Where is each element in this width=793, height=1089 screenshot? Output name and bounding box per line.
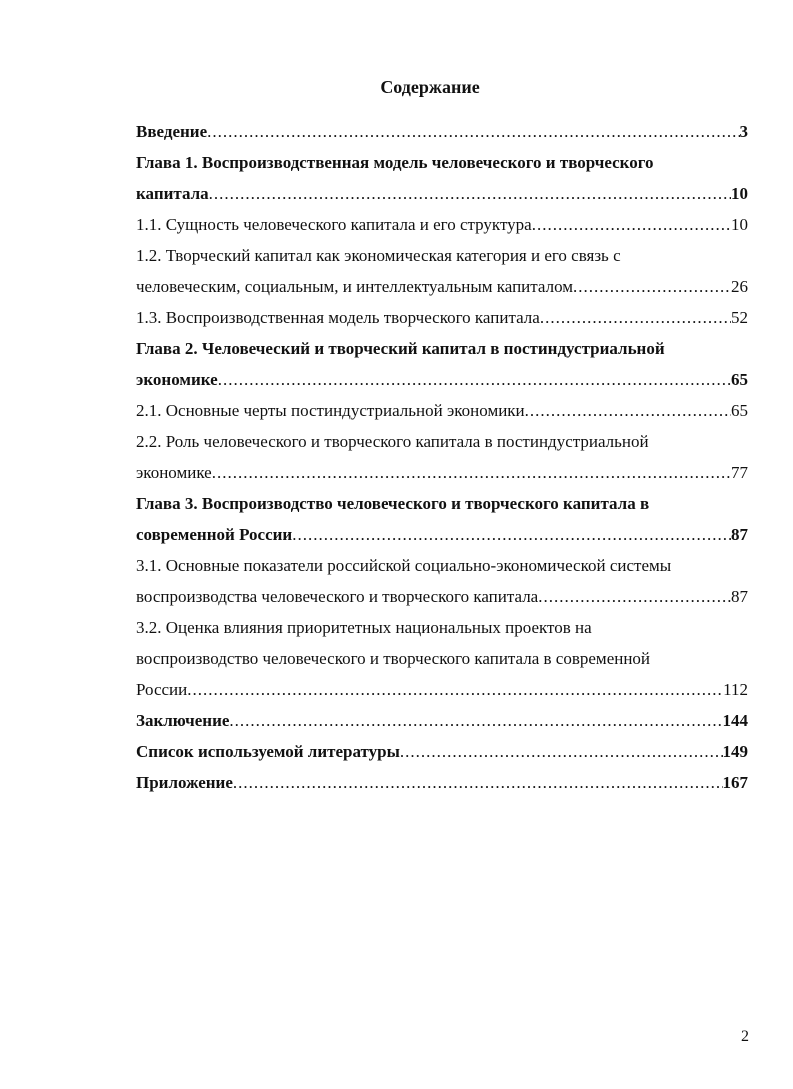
toc-entry-page: 10: [731, 184, 748, 203]
toc-entry: [136, 116, 748, 147]
toc-entry-text: 2.1. Основные черты постиндустриальной экономики: [136, 401, 525, 420]
toc-entry: [136, 426, 748, 457]
leader-dots: [292, 519, 731, 550]
leader-dots: [229, 705, 722, 736]
toc-entry-text: воспроизводство человеческого и творческого капитала в современной: [136, 649, 651, 668]
toc-entry-text: экономике: [136, 463, 212, 482]
toc-entry: [136, 581, 748, 612]
toc-entry-page: 167: [722, 773, 748, 792]
toc-entry-page: 65: [731, 401, 748, 420]
toc-entry: [136, 612, 748, 643]
leader-dots: [532, 209, 731, 240]
toc-entry: [136, 178, 748, 209]
toc-entry: [136, 209, 748, 240]
toc-entry-text: экономике: [136, 370, 218, 389]
toc-entry: [136, 550, 748, 581]
toc-entry: [136, 736, 748, 767]
toc-entry: [136, 240, 748, 271]
toc-entry: [136, 395, 748, 426]
toc-entry-text: Приложение: [136, 773, 233, 792]
toc-entry-text: 1.2. Творческий капитал как экономическая категория и его связь с: [136, 246, 621, 265]
toc-entry-text: Глава 2. Человеческий и творческий капитал в постиндустриальной: [136, 339, 665, 358]
toc-entry-page: 112: [723, 680, 748, 699]
toc-entry-page: 87: [731, 587, 748, 606]
leader-dots: [212, 457, 731, 488]
toc-entry-text: 1.3. Воспроизводственная модель творческого капитала: [136, 308, 540, 327]
leader-dots: [540, 302, 731, 333]
toc-entry-page: 77: [731, 463, 748, 482]
toc-entry: [136, 674, 748, 705]
toc-entry-page: 87: [731, 525, 748, 544]
toc-entry: [136, 767, 748, 798]
page-number: 2: [741, 1028, 749, 1045]
leader-dots: [209, 178, 731, 209]
toc-entry-text: капитала: [136, 184, 209, 203]
toc-entry-page: 10: [731, 215, 748, 234]
toc-entry-text: современной России: [136, 525, 293, 544]
toc-entry-text: Введение: [136, 122, 208, 141]
toc-entry: [136, 364, 748, 395]
toc-entry: [136, 333, 748, 364]
leader-dots: [400, 736, 723, 767]
toc-entry-text: Список используемой литературы: [136, 742, 400, 761]
page-title: Содержание: [380, 77, 480, 97]
toc-entry-text: человеческим, социальным, и интеллектуальным капиталом: [136, 277, 574, 296]
toc-entry: [136, 488, 748, 519]
leader-dots: [538, 581, 731, 612]
leader-dots: [573, 271, 731, 302]
toc-entry-page: 144: [722, 711, 748, 730]
toc-entry: [136, 302, 748, 333]
leader-dots: [218, 364, 731, 395]
toc-entry-page: 26: [731, 277, 748, 296]
toc-entry-text: воспроизводства человеческого и творческого капитала: [136, 587, 539, 606]
leader-dots: [187, 674, 723, 705]
toc-entry-text: Глава 3. Воспроизводство человеческого и творческого капитала в: [136, 494, 650, 513]
toc-entry-page: 65: [731, 370, 748, 389]
toc-entry-text: Заключение: [136, 711, 230, 730]
toc-entry-text: 3.2. Оценка влияния приоритетных национальных проектов на: [136, 618, 592, 637]
table-of-contents: [136, 116, 748, 798]
toc-entry-page: 149: [722, 742, 748, 761]
toc-entry: [136, 271, 748, 302]
toc-entry-text: России: [136, 680, 188, 699]
leader-dots: [525, 395, 731, 426]
toc-entry-page: 3: [739, 122, 748, 141]
toc-entry-text: Глава 1. Воспроизводственная модель человеческого и творческого: [136, 153, 654, 172]
toc-entry-text: 1.1. Сущность человеческого капитала и его структура: [136, 215, 532, 234]
toc-entry: [136, 643, 748, 674]
toc-entry: [136, 519, 748, 550]
toc-entry-text: 3.1. Основные показатели российской социально-экономической системы: [136, 556, 672, 575]
leader-dots: [233, 767, 723, 798]
toc-entry: [136, 705, 748, 736]
toc-entry: [136, 457, 748, 488]
toc-entry: [136, 147, 748, 178]
toc-entry-page: 52: [731, 308, 748, 327]
toc-entry-text: 2.2. Роль человеческого и творческого капитала в постиндустриальной: [136, 432, 649, 451]
leader-dots: [207, 116, 739, 147]
